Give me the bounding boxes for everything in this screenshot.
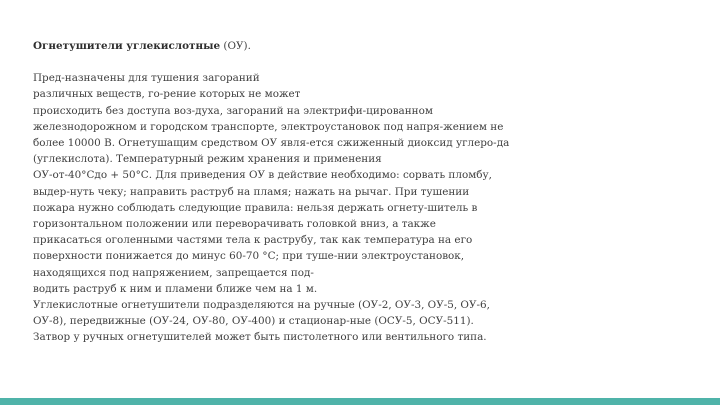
- text-line: горизонтальном положении или переворачивать головкой вниз, а также: [33, 218, 436, 231]
- heading-suffix: (ОУ).: [220, 40, 251, 52]
- heading-bold-title: Огнетушители углекислотные: [33, 40, 221, 52]
- document-heading: [33, 38, 693, 54]
- text-line: более 10000 В. Огнетушащим средством ОУ явля-ется сжиженный диоксид углеро-да: [33, 137, 510, 150]
- paragraph: [33, 70, 693, 345]
- text-line: пожара нужно соблюдать следующие правила: нельзя держать огнету-шитель в: [33, 201, 478, 214]
- text-line: выдер-нуть чеку; направить раструб на пламя; нажать на рычаг. При тушении: [33, 185, 470, 198]
- text-line: Пред-назначены для тушения загораний: [33, 72, 260, 85]
- text-line: железнодорожном и городском транспорте, электроустановок под напря-жением не: [33, 120, 504, 133]
- text-line: поверхности понижается до минус 60-70 °С; при туше-нии электроустановок,: [33, 250, 465, 263]
- document-body: [33, 38, 693, 346]
- text-line: Затвор у ручных огнетушителей может быть пистолетного или вентильного типа.: [33, 331, 487, 344]
- text-line: различных веществ, го-рение которых не может: [33, 88, 301, 101]
- text-line: ОУ-от-40°Сдо + 50°С. Для приведения ОУ в действие необходимо: сорвать пломбу,: [33, 169, 492, 182]
- text-line: (углекислота). Температурный режим хранения и применения: [33, 153, 382, 166]
- text-line: Углекислотные огнетушители подразделяются на ручные (ОУ-2, ОУ-3, ОУ-5, ОУ-6,: [33, 299, 490, 312]
- text-line: находящихся под напряжением, запрещается под-: [33, 266, 314, 279]
- accent-bottom-bar: [0, 398, 720, 405]
- text-line: водить раструб к ним и пламени ближе чем на 1 м.: [33, 282, 318, 295]
- text-line: прикасаться оголенными частями тела к раструбу, так как температура на его: [33, 234, 473, 247]
- text-line: происходить без доступа воз-духа, загораний на электрифи-цированном: [33, 104, 433, 117]
- text-line: ОУ-8), передвижные (ОУ-24, ОУ-80, ОУ-400) и стационар-ные (ОСУ-5, ОСУ-511).: [33, 315, 474, 328]
